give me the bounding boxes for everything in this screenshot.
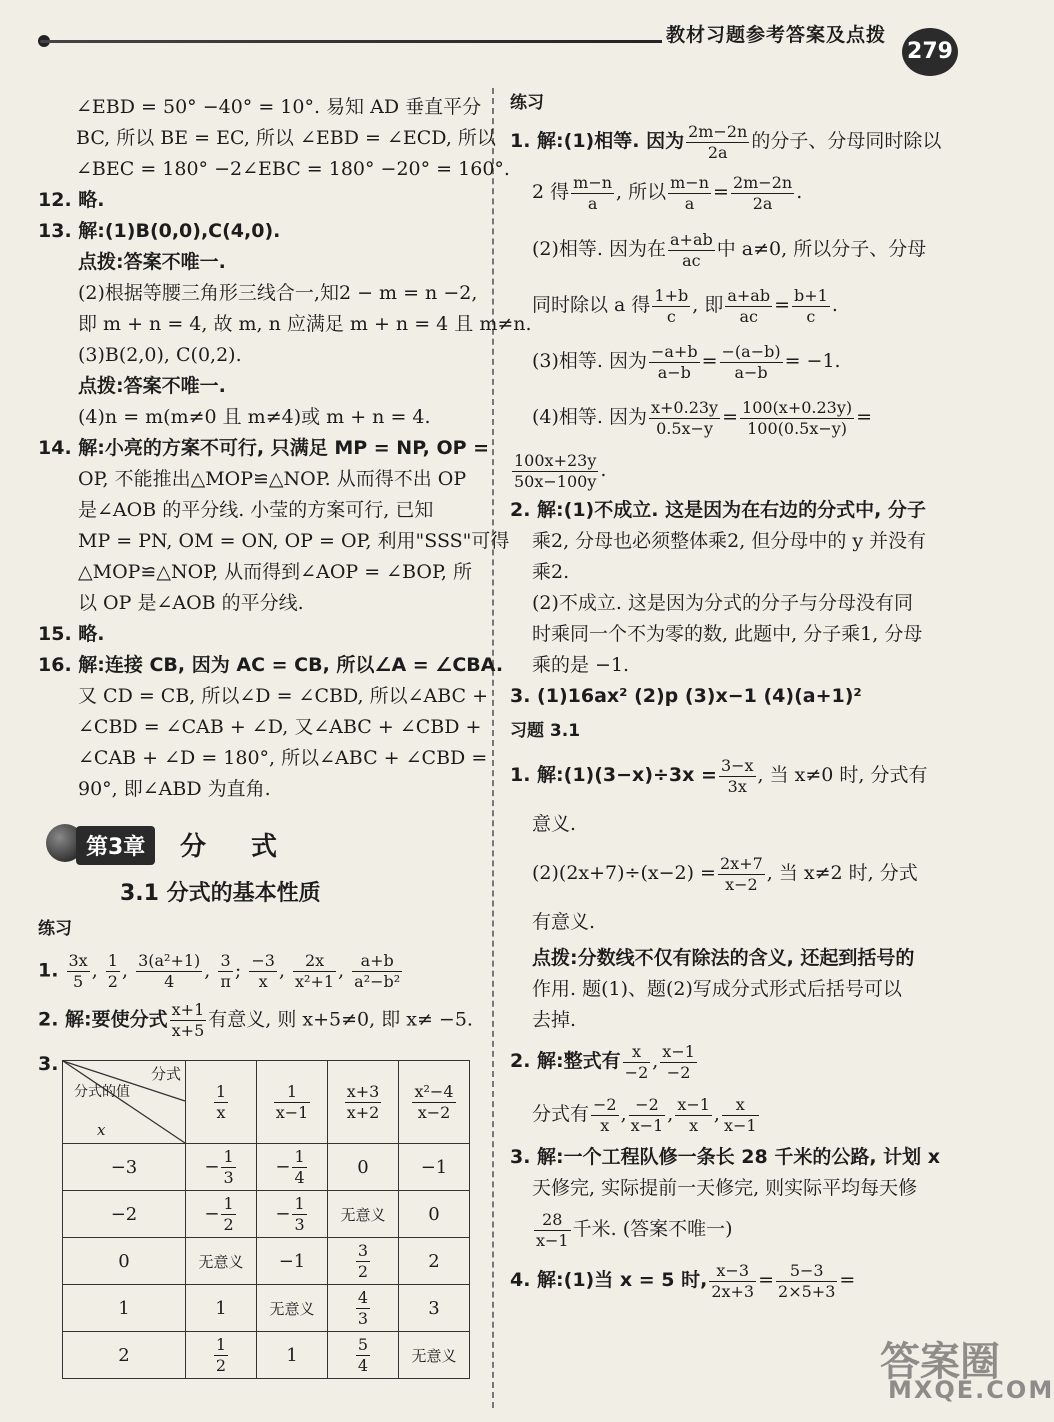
table-value-cell: − $\frac{1}{2}$ [186,1191,257,1238]
answer-14: 14. 解:小亮的方案不可行, 只满足 MP = NP, OP = [38,437,490,459]
table-header-cell: $\frac{1}{x-1}$ [257,1061,328,1144]
value-table [62,1060,470,1379]
table-value-cell: −1 [399,1144,470,1191]
table-x-cell: 0 [63,1238,186,1285]
fraction: $\frac{2x}{\text{x²+1}}$ [295,951,335,991]
table-x-cell: 2 [63,1332,186,1379]
fraction: $\frac{3}{\pi}$ [220,951,231,991]
table-row [63,1238,470,1285]
text-line: ∠EBD = 50° −40° = 10°. 易知 AD 垂直平分 [76,96,482,118]
r-line: 4. 解:(1)当 x = 5 时, $\frac{x-3}{2x+3}$ = $\frac{5-3}{2\times 5+3}$ = [510,1260,856,1301]
text-line: MP = PN, OM = ON, OP = OP, 利用"SSS"可得 [78,530,510,552]
r-line: 1. 解:(1)(3−x)÷3x = $\frac{3-x}{3x}$ , 当 x≠0 时, 分式有 [510,755,928,796]
text-line: ∠CAB + ∠D = 180°, 所以∠ABC + ∠CBD = [78,747,488,769]
r-line: 乘2, 分母也必须整体乘2, 但分母中的 y 并没有 [532,530,927,552]
fraction: $\frac{-3}{x}$ [251,951,275,991]
r-line: 乘2. [532,561,570,583]
chapter-badge: 第3章 [76,826,155,865]
answer-13: 13. 解:(1)B(0,0),C(4,0). [38,220,281,242]
watermark-logo: 答案圈 [880,1339,1000,1385]
text-line: ∠BEC = 180° −2∠EBC = 180° −20° = 160°. [76,158,510,180]
r-line: (4)相等. 因为 $\frac{x+0.23y}{0.5x-y}$ = $\frac{100(x+0.23y)}{100(0.5x-y)}$ = [532,397,873,438]
watermark-url: MXQE.COM [888,1376,1054,1404]
practice-heading: 练习 [510,93,544,113]
text-line: BC, 所以 BE = EC, 所以 ∠EBD = ∠ECD, 所以 [76,127,496,149]
table-header-cell: $\frac{x+3}{x+2}$ [328,1061,399,1144]
table-value-cell: −1 [257,1238,328,1285]
corner-top-label: 分式 [150,1065,181,1083]
text-line: (3)B(2,0), C(0,2). [78,344,242,366]
text-line: 是∠AOB 的平分线. 小莹的方案可行, 已知 [78,499,434,521]
table-value-cell: 无意义 [186,1238,257,1285]
table-row [63,1332,470,1379]
corner-mid-label: 分式的值 [74,1084,130,1100]
fraction: $\frac{\text{3(a²+1)}}{4}$ [138,951,201,991]
practice-block [38,914,478,1080]
practice-3-label: 3. [38,1053,59,1075]
chapter-title: 分 式 [180,832,296,862]
page-number: 279 [902,28,958,76]
text-line: ∠CBD = ∠CAB + ∠D, 又∠ABC + ∠CBD + [78,716,482,738]
text-line: 以 OP 是∠AOB 的平分线. [78,592,304,614]
practice-1: 1. $\frac{3x}{5}$ , $\frac{1}{2}$ , $\frac{\text{3(a²+1)}}{4}$ , $\frac{3}{\pi}$ ; $\frac{-3}{x}$ , $\frac{2x}{\text{x²+1}}$ , $\frac{a+b}{\text{a²−b²}}$ [38,951,401,991]
table-value-cell: 0 [328,1144,399,1191]
r-line: 意义. [532,813,577,835]
table-value-cell: $\frac{1}{2}$ [186,1332,257,1379]
table-value-cell: 无意义 [399,1332,470,1379]
table-value-cell: $\frac{5}{4}$ [328,1332,399,1379]
text-line: OP, 不能推出△MOP≌△NOP. 从而得不出 OP [78,468,467,490]
r-line: 1. 解:(1)相等. 因为 $\frac{2m-2n}{2a}$ 的分子、分母同时除以 [510,121,942,162]
table-row [63,1144,470,1191]
r-line: 2 得 $\frac{m-n}{a}$ , 所以 $\frac{m-n}{a}$ = $\frac{2m-2n}{2a}$ . [532,172,803,213]
r-line: 天修完, 实际提前一天修完, 则实际平均每天修 [532,1177,918,1199]
r-line: $\frac{100x+23y}{50x-100y}$ . [514,450,607,491]
practice-heading: 练习 [38,919,72,939]
table-body [63,1144,470,1379]
table-value-cell: $\frac{4}{3}$ [328,1285,399,1332]
r-line: 有意义. [532,911,596,933]
table-value-cell: − $\frac{1}{3}$ [186,1144,257,1191]
table-row [63,1285,470,1332]
chapter-heading [40,820,480,870]
r-line: 同时除以 a 得 $\frac{1+b}{c}$ , 即 $\frac{a+ab}{ac}$ = $\frac{b+1}{c}$ . [532,285,838,326]
table-value-cell: 1 [186,1285,257,1332]
r-line: $\frac{28}{x-1}$ 千米. (答案不唯一) [536,1209,733,1250]
r-line: 分式有 $\frac{-2}{x}$ , $\frac{-2}{x-1}$ , $\frac{x-1}{x}$ , $\frac{x}{x-1}$ [532,1094,757,1135]
r-line: 3. (1)16ax² (2)p (3)x−1 (4)(a+1)² [510,685,862,707]
fraction: $\frac{x+1}{x+5}$ [171,1000,205,1040]
r-line: 乘的是 −1. [532,654,630,676]
table-value-cell: − $\frac{1}{4}$ [257,1144,328,1191]
table-x-cell: −3 [63,1144,186,1191]
r-line: 去掉. [532,1009,577,1031]
table-header-cell: $\frac{\text{x²−4}}{x-2}$ [399,1061,470,1144]
page-header [0,18,1000,78]
r-line: 2. 解:整式有 $\frac{x}{-2}$ , $\frac{x-1}{-2}$ [510,1041,695,1082]
table-value-cell: − $\frac{1}{3}$ [257,1191,328,1238]
text-line: 又 CD = CB, 所以∠D = ∠CBD, 所以∠ABC + [78,685,489,707]
r-line: 作用. 题(1)、题(2)写成分式形式后括号可以 [532,978,902,1000]
r-line: 3. 解:一个工程队修一条长 28 千米的公路, 计划 x [510,1146,941,1168]
text-line: 90°, 即∠ABD 为直角. [78,778,271,800]
table-value-cell: 无意义 [257,1285,328,1332]
r-line: (2)相等. 因为在 $\frac{a+ab}{ac}$ 中 a≠0, 所以分子、分母 [532,229,927,270]
fraction: $\frac{a+b}{\text{a²−b²}}$ [354,951,401,991]
answer-15: 15. 略. [38,623,105,645]
table-corner-cell [63,1061,186,1144]
r-line: (2)(2x+7)÷(x−2) = $\frac{2x+7}{x-2}$ , 当 x≠2 时, 分式 [532,853,918,894]
text-line: (2)根据等腰三角形三线合一,知2 − m = n −2, [78,282,478,304]
header-title: 教材习题参考答案及点拨 [662,20,890,47]
tip: 点拨:分数线不仅有除法的含义, 还起到括号的 [532,947,915,969]
text-line: △MOP≌△NOP, 从而得到∠AOP = ∠BOP, 所 [78,561,472,583]
table-value-cell: 0 [399,1191,470,1238]
table-header-cell: $\frac{1}{x}$ [186,1061,257,1144]
text-line: (4)n = m(m≠0 且 m≠4)或 m + n = 4. [78,406,431,428]
corner-bottom-label: x [97,1121,106,1139]
table-x-cell: 1 [63,1285,186,1332]
fraction: $\frac{3x}{5}$ [68,951,88,991]
practice-2: 2. 解:要使分式 $\frac{x+1}{x+5}$ 有意义, 则 x+5≠0, 即 x≠ −5. [38,1000,473,1040]
r-line: 2. 解:(1)不成立. 这是因为在右边的分式中, 分子 [510,499,926,521]
item-label: 1. [38,959,59,982]
tip: 点拨:答案不唯一. [78,375,226,397]
table-value-cell: 2 [399,1238,470,1285]
table-value-cell: $\frac{3}{2}$ [328,1238,399,1285]
fraction: $\frac{1}{2}$ [107,951,118,991]
table-value-cell: 1 [257,1332,328,1379]
r-line: 时乘同一个不为零的数, 此题中, 分子乘1, 分母 [532,623,923,645]
table-value-cell: 无意义 [328,1191,399,1238]
table-value-cell: 3 [399,1285,470,1332]
tip: 点拨:答案不唯一. [78,251,226,273]
r-line: (2)不成立. 这是因为分式的分子与分母没有同 [532,592,913,614]
table-x-cell: −2 [63,1191,186,1238]
table-row [63,1191,470,1238]
answer-12: 12. 略. [38,189,105,211]
answer-16: 16. 解:连接 CB, 因为 AC = CB, 所以∠A = ∠CBA. [38,654,504,676]
r-line: (3)相等. 因为 $\frac{-a+b}{a-b}$ = $\frac{-(a-b)}{a-b}$ = −1. [532,341,841,382]
section-title: 3.1 分式的基本性质 [120,881,321,906]
exercise-heading: 习题 3.1 [510,721,581,741]
right-column [510,88,960,1306]
text-line: 即 m + n = 4, 故 m, n 应满足 m + n = 4 且 m≠n. [78,313,532,335]
column-divider [492,88,494,1408]
